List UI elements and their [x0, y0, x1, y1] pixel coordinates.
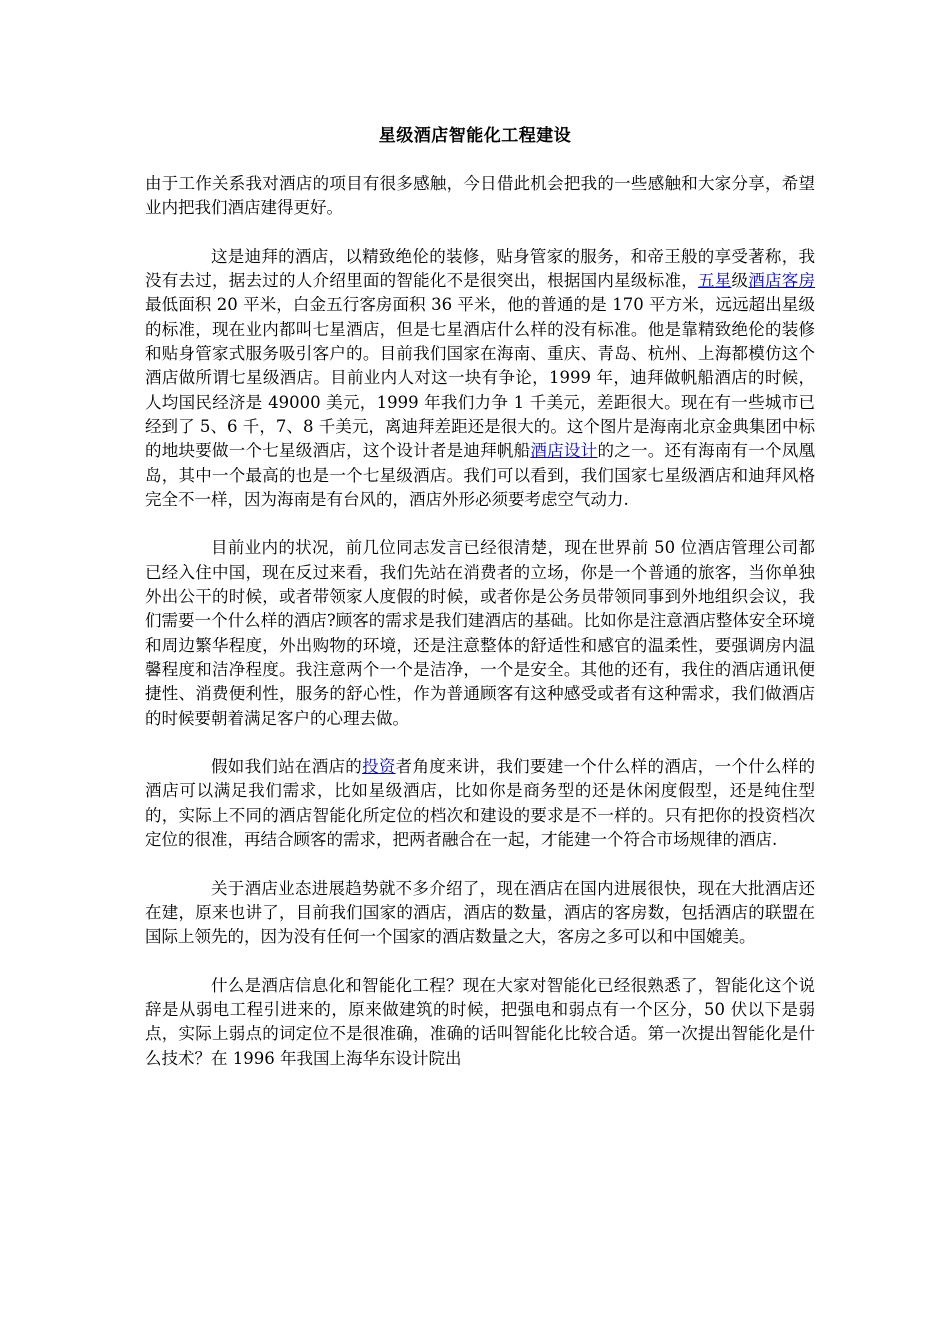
intro-paragraph: 由于工作关系我对酒店的项目有很多感触，今日借此机会把我的一些感触和大家分享，希望业内把我们酒店建得更好。 [145, 174, 815, 218]
document-title: 星级酒店智能化工程建设 [378, 126, 572, 146]
paragraph-intelligent-engineering: 什么是酒店信息化和智能化工程？现在大家对智能化已经很熟悉了，智能化这个说辞是从弱电工程引进来的，原来做建筑的时候，把强电和弱点有一个区分，50 伏以下是弱点，实际上弱点的词定位不是很准确，准确的话叫智能化比较合适。第一次提出智能化是什么技术？在 1996 年我国上海华东设计院出 [145, 975, 815, 1068]
paragraph-text: 最低面积 20 平米，白金五行客房面积 36 平米，他的普通的是 170 平方米，远远超出星级的标准，现在业内都叫七星酒店，但是七星酒店什么样的没有标准。他是靠精致绝伦的装修和贴身管家式服务吸引客户的。目前我们国家在海南、重庆、青岛、杭州、上海都模仿这个酒店做所谓七星级酒店。目前业内人对这一块有争论，1999 年，迪拜做帆船酒店的时候，人均国民经济是 49000 美元，1999 年我们力争 1 千美元，差距很大。现在有一些城市已经到了 5、6 千，7、8 千美元，离迪拜差距还是很大的。这个图片是海南北京金典集团中标的地块要做一个七星级酒店，这个设计者是迪拜帆船 [145, 295, 815, 461]
link-hotel-room[interactable]: 酒店客房 [748, 271, 816, 291]
paragraph-text: 者角度来讲，我们要建一个什么样的酒店，一个什么样的酒店可以满足我们需求，比如星级酒店，比如你是商务型的还是休闲度假型，还是纯住型的，实际上不同的酒店智能化所定位的档次和建设的要求是不一样的。只有把你的投资档次定位的很准，再结合顾客的需求，把两者融合在一起，才能建一个符合市场规律的酒店. [145, 757, 816, 850]
paragraph-industry-status: 目前业内的状况，前几位同志发言已经很清楚，现在世界前 50 位酒店管理公司都已经入住中国，现在反过来看，我们先站在消费者的立场，你是一个普通的旅客，当你单独外出公干的时候，或者带领家人度假的时候，或者你是公务员带领同事到外地组织会议，我们需要一个什么样的酒店?顾客的需求是我们建酒店的基础。比如你是注意酒店整体安全环境和周边繁华程度，外出购物的环境，还是注意整体的舒适性和感官的温柔性，要强调房内温馨程度和洁净程度。我注意两个一个是洁净，一个是安全。其他的还有，我住的酒店通讯便捷性、消费便利性，服务的舒心性，作为普通顾客有这种感受或者有这种需求，我们做酒店的时候要朝着满足客户的心理去做。 [145, 538, 815, 728]
paragraph-dubai-hotel [145, 245, 815, 512]
document-body [145, 172, 815, 1095]
paragraph-investor-view [145, 755, 815, 852]
paragraph-text: 假如我们站在酒店的 [211, 757, 363, 777]
link-five-star[interactable]: 五星 [697, 271, 732, 291]
paragraph-text: 这是迪拜的酒店，以精致绝伦的装修，贴身管家的服务，和帝王般的享受著称，我没有去过，据去过的人介绍里面的智能化不是很突出，根据国内星级标准， [145, 246, 815, 291]
paragraph-text: 的之一。还有海南有一个凤凰岛，其中一个最高的也是一个七星级酒店。我们可以看到，我们国家七星级酒店和迪拜风格完全不一样，因为海南是有台风的，酒店外形必须要考虑空气动力. [145, 441, 816, 509]
link-hotel-design[interactable]: 酒店设计 [530, 441, 598, 461]
link-investment[interactable]: 投资 [362, 757, 396, 777]
paragraph-text: 级 [731, 271, 749, 291]
paragraph-industry-trend: 关于酒店业态进展趋势就不多介绍了，现在酒店在国内进展很快，现在大批酒店还在建，原来也讲了，目前我们国家的酒店，酒店的数量，酒店的客房数，包括酒店的联盟在国际上领先的，因为没有任何一个国家的酒店数量之大，客房之多可以和中国媲美。 [145, 878, 815, 947]
